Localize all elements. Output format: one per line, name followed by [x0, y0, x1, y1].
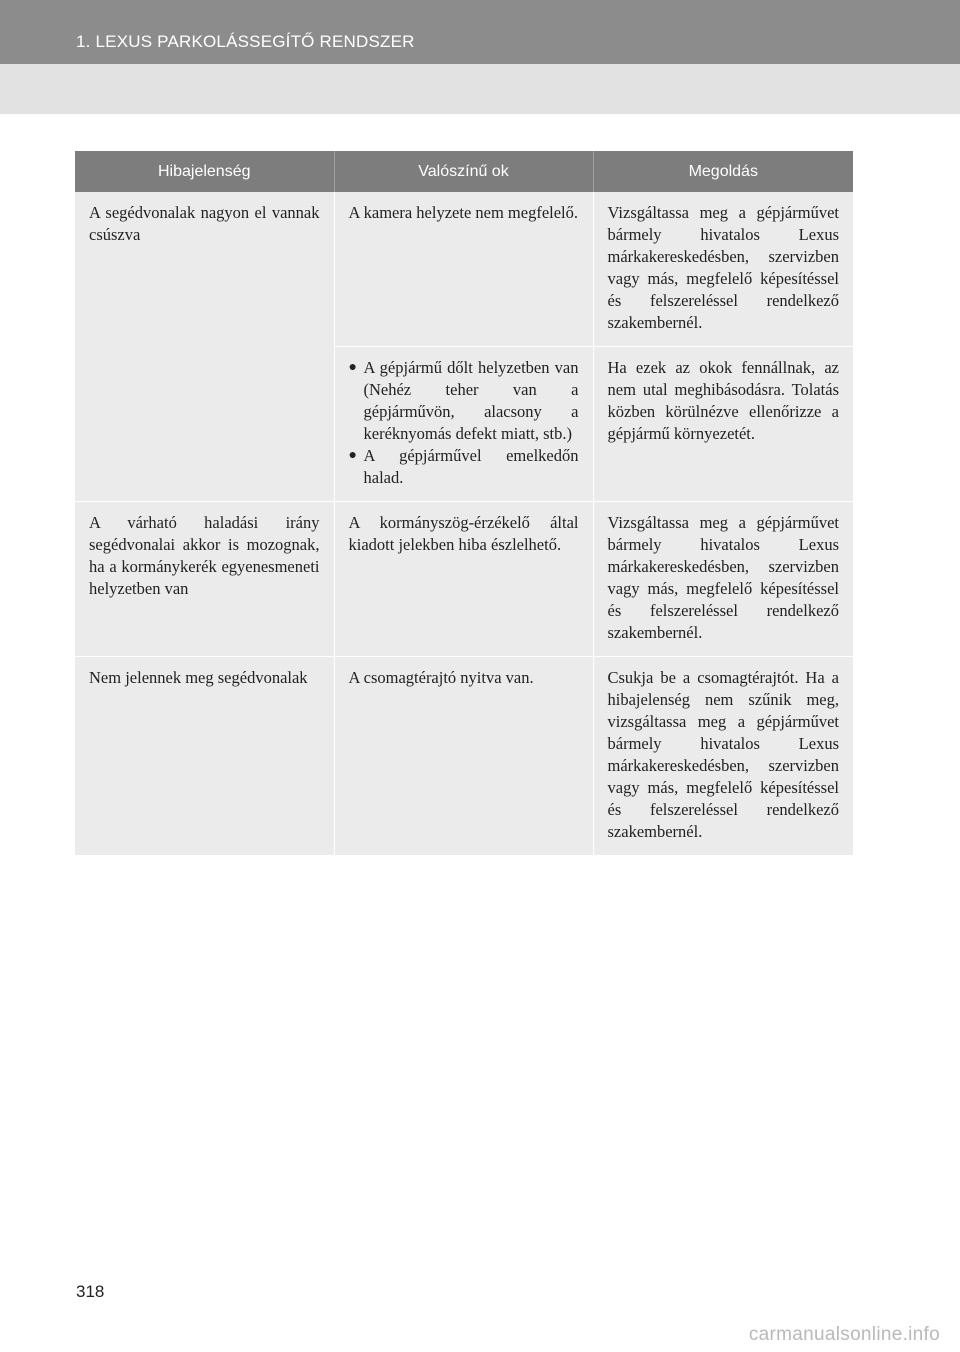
solution-cell: Csukja be a csomagtérajtót. Ha a hibajelenség nem szűnik meg, vizsgáltassa meg a gépjárművet bármely hivatalos Lexus márkakereskedésben, szervizben vagy más, megfelelő képesítéssel és felszereléssel rendelkező szakembernél. — [593, 657, 853, 856]
cause-cell — [334, 347, 593, 502]
symptom-cell: A várható haladási irány segédvonalai akkor is mozognak, ha a kormánykerék egyenesmeneti helyzetben van — [75, 502, 334, 657]
solution-cell: Ha ezek az okok fennállnak, az nem utal meghibásodásra. Tolatás közben körülnézve ellenőrizze a gépjármű környezetét. — [593, 347, 853, 502]
column-header-cause: Valószínű ok — [334, 151, 593, 192]
page-number: 318 — [76, 1282, 105, 1301]
column-header-solution: Megoldás — [593, 151, 853, 192]
cause-cell: A kamera helyzete nem megfelelő. — [334, 192, 593, 347]
table-row — [75, 502, 853, 657]
table-row — [75, 192, 853, 347]
bullet-icon: ● — [348, 360, 357, 375]
table-header-row — [75, 151, 853, 192]
solution-cell: Vizsgáltassa meg a gépjárművet bármely hivatalos Lexus márkakereskedésben, szervizben vagy más, megfelelő képesítéssel és felszereléssel rendelkező szakembernél. — [593, 502, 853, 657]
cause-bullet-item: ● A gépjárművel emelkedőn halad. — [348, 446, 579, 487]
cause-bullet-list — [349, 357, 579, 489]
symptom-cell: Nem jelennek meg segédvonalak — [75, 657, 334, 856]
troubleshooting-table — [75, 151, 853, 856]
watermark: carmanualsonline.info — [748, 1324, 940, 1345]
section-title: 1. LEXUS PARKOLÁSSEGÍTŐ RENDSZER — [76, 32, 415, 51]
column-header-symptom: Hibajelenség — [75, 151, 334, 192]
cause-cell: A csomagtérajtó nyitva van. — [334, 657, 593, 856]
bullet-icon: ● — [348, 448, 357, 463]
subheader-band — [0, 64, 960, 114]
symptom-cell: A segédvonalak nagyon el vannak csúszva — [75, 192, 334, 502]
solution-cell: Vizsgáltassa meg a gépjárművet bármely hivatalos Lexus márkakereskedésben, szervizben vagy más, megfelelő képesítéssel és felszereléssel rendelkező szakembernél. — [593, 192, 853, 347]
table-row — [75, 657, 853, 856]
cause-cell: A kormányszög-érzékelő által kiadott jelekben hiba észlelhető. — [334, 502, 593, 657]
cause-bullet-item: ● A gépjármű dőlt helyzetben van (Nehéz teher van a gépjárművön, alacsony a keréknyomás defekt miatt, stb.) — [348, 358, 579, 443]
